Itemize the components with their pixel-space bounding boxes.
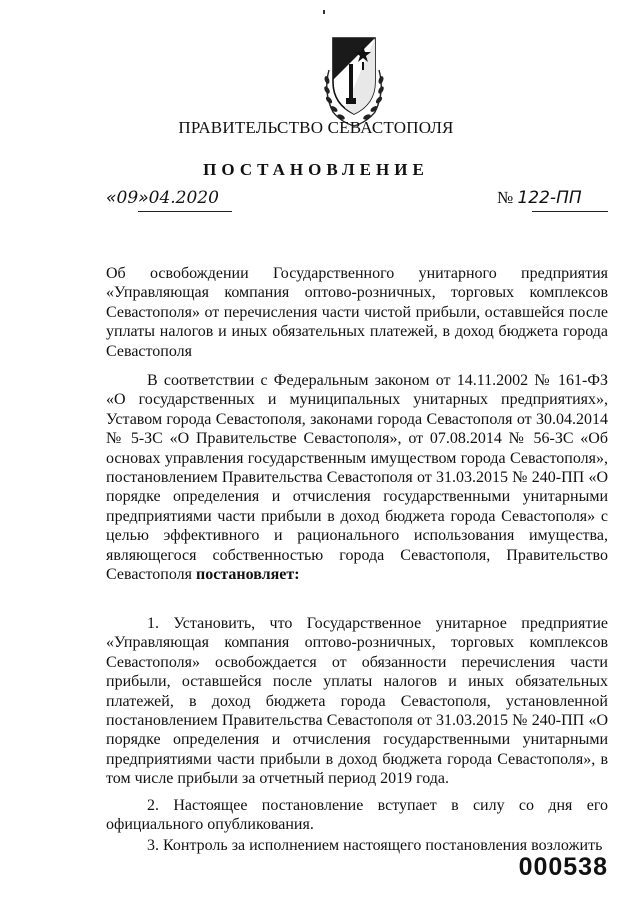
date-month-year: 04.2020 xyxy=(148,188,219,208)
decree-item-2: 2. Настоящее постановление вступает в силу со дня его официального опубликования. xyxy=(106,797,608,834)
date-open-quote: « xyxy=(106,188,117,208)
decree-item-1: 1. Установить, что Государственное унитарное предприятие «Управляющая компания оптово-розничных, торговых комплексов Севастополя» освобождается от обязанности перечисления части прибыли, оставшейся после уплаты налогов и иных обязательных платежей, в доход бюджета города Севастополя, установленной постановлением Правительства Севастополя от 31.03.2015 № 240-ПП «О порядке определения и отчисления государственными унитарными предприятиями части прибыли в доход бюджета города Севастополя», в том числе прибыли за отчетный период 2019 года. xyxy=(106,615,608,788)
preamble-paragraph xyxy=(106,371,608,584)
number-sign: № xyxy=(497,188,514,207)
decree-item-3: 3. Контроль за исполнением настоящего постановления возложить xyxy=(147,837,603,854)
coat-of-arms-icon xyxy=(319,30,389,130)
preamble-text: В соответствии с Федеральным законом от 14.11.2002 № 161-ФЗ «О государственных и муниципальных унитарных предприятиях», Уставом города Севастополя, законами города Севастополя от 30.04.2014 № 5-ЗС «О Правительстве Севастополя», от 07.08.2014 № 56-ЗС «Об основах управления государственным имуществом города Севастополя», постановлением Правительства Севастополя от 31.03.2015 № 240-ПП «О порядке определения и отчисления государственными унитарными предприятиями части прибыли в доход бюджета города Севастополя» с целью эффективного и рационального использования имущества, являющегося собственностью города Севастополя, Правительство Севастополя xyxy=(106,372,608,584)
page-serial-number: 000538 xyxy=(518,853,608,881)
scan-mark xyxy=(323,10,325,14)
date-day: 09 xyxy=(116,188,139,208)
decree-number xyxy=(497,188,582,208)
government-title: ПРАВИТЕЛЬСТВО СЕВАСТОПОЛЯ xyxy=(178,118,454,137)
number-value: 122-ПП xyxy=(517,188,582,208)
decree-date xyxy=(106,188,219,208)
date-close-quote: » xyxy=(138,188,149,208)
number-underline xyxy=(532,211,608,212)
preamble-emphasis: постановляет: xyxy=(196,566,300,584)
decree-subject: Об освобождении Государственного унитарного предприятия «Управляющая компания оптово-розничных, торговых комплексов Севастополя» от перечисления части чистой прибыли, оставшейся после уплаты налогов и иных обязательных платежей, в доход бюджета города Севастополя xyxy=(106,265,608,360)
document-type-title: ПОСТАНОВЛЕНИЕ xyxy=(203,160,429,179)
date-underline xyxy=(138,211,232,212)
